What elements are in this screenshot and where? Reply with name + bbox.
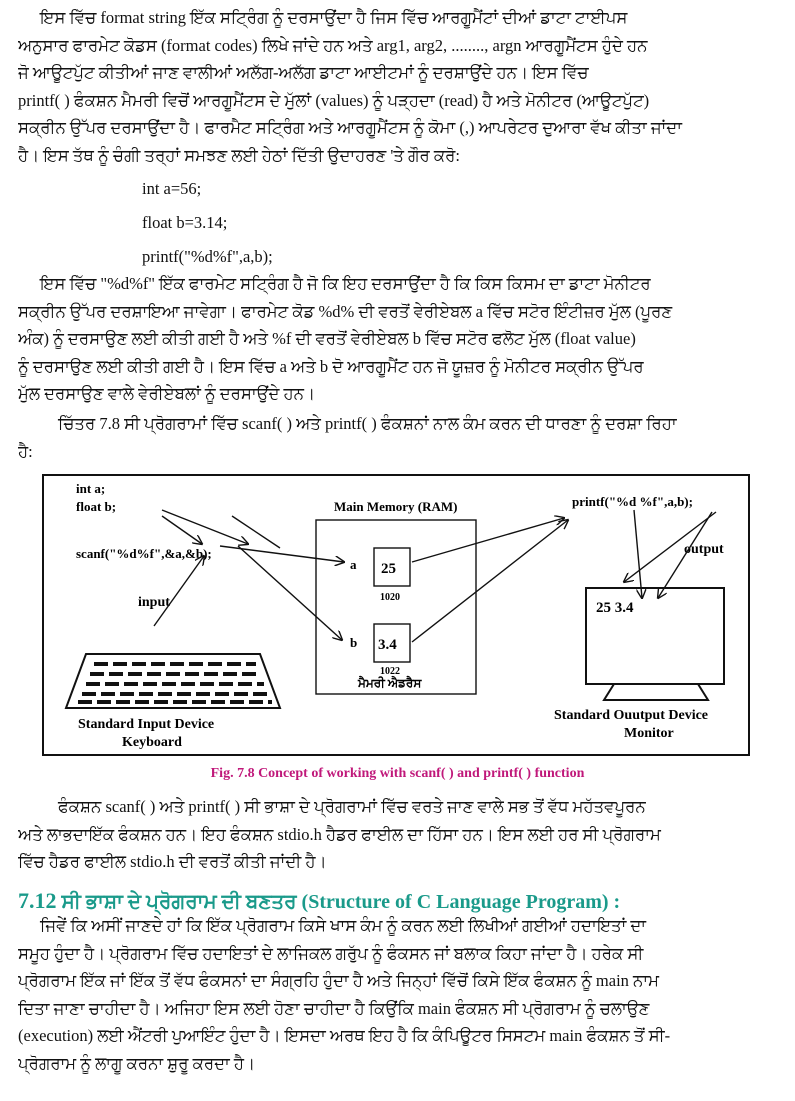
text-line: ਵਿੱਚ ਹੈਡਰ ਫਾਈਲ stdio.h ਦੀ ਵਰਤੋਂ ਕੀਤੀ ਜਾਂਦੀ ਹੈ। (18, 852, 327, 871)
text-line: ਅਨੁਸਾਰ ਫਾਰਮੇਟ ਕੋਡਸ (format codes) ਲਿਖੇ ਜਾਂਦੇ ਹਨ ਅਤੇ arg1, arg2, ........, argn ਆਰਗੂਮੈਂਟਸ ਹੁੰਦੇ ਹਨ (18, 35, 648, 55)
variable-a-label: a (350, 557, 357, 572)
text-line: ਫੰਕਸ਼ਨ scanf( ) ਅਤੇ printf( ) ਸੀ ਭਾਸ਼ਾ ਦੇ ਪ੍ਰੋਗਰਾਮਾਂ ਵਿੱਚ ਵਰਤੇ ਜਾਣ ਵਾਲੇ ਸਭ ਤੋਂ ਵੱਧ ਮਹੱਤਵਪੂਰਨ (58, 797, 646, 816)
section-title: ਸੀ ਭਾਸ਼ਾ ਦੇ ਪ੍ਰੋਗਰਾਮ ਦੀ ਬਣਤਰ (Structure of C Language Program) : (61, 891, 621, 913)
arrow-b-to-printf (412, 520, 568, 642)
text-line: ਹੈ। ਇਸ ਤੱਥ ਨੂੰ ਚੰਗੀ ਤਰ੍ਹਾਂ ਸਮਝਣ ਲਈ ਹੇਠਾਂ ਦਿੱਤੀ ਉਦਾਹਰਣ 'ਤੇ ਗੌਰ ਕਰੋ: (18, 145, 460, 165)
declaration-float: float b; (76, 499, 117, 514)
text-line: ਪ੍ਰੋਗਰਾਮ ਇੱਕ ਜਾਂ ਇੱਕ ਤੋਂ ਵੱਧ ਫੰਕਸਨਾਂ ਦਾ ਸੰਗ੍ਰਹਿ ਹੁੰਦਾ ਹੈ ਅਤੇ ਜਿਨ੍ਹਾਂ ਵਿੱਚੋਂ ਕਿਸੇ ਇੱਕ ਫੰਕਸ਼ਨ ਨੂੰ main ਨਾਮ (18, 971, 659, 990)
variable-b-label: b (350, 635, 358, 650)
code-example (142, 172, 273, 274)
code-line: float b=3.14; (142, 213, 228, 232)
text-line: ਜੋ ਆਊਟਪੁੱਟ ਕੀਤੀਆਂ ਜਾਣ ਵਾਲੀਆਂ ਅਲੱਗ-ਅਲੱਗ ਡਾਟਾ ਆਈਟਮਾਂ ਨੂੰ ਦਰਸ਼ਾਉਂਦੇ ਹਨ। ਇਸ ਵਿੱਚ (18, 63, 589, 82)
text-line: ਚਿੱਤਰ 7.8 ਸੀ ਪ੍ਰੋਗਰਾਮਾਂ ਵਿੱਚ scanf( ) ਅਤੇ printf( ) ਫੰਕਸ਼ਨਾਂ ਨਾਲ ਕੰਮ ਕਰਨ ਦੀ ਧਾਰਣਾ ਨੂੰ ਦਰਸ਼ਾ ਰਿਹਾ (58, 414, 677, 433)
figure-caption: Fig. 7.8 Concept of working with scanf( ) and printf( ) function (210, 766, 585, 781)
text-line: ਜਿਵੇਂ ਕਿ ਅਸੀਂ ਜਾਣਦੇ ਹਾਂ ਕਿ ਇੱਕ ਪ੍ਰੋਗਰਾਮ ਕਿਸੇ ਖਾਸ ਕੰਮ ਨੂੰ ਕਰਨ ਲਈ ਲਿਖੀਆਂ ਗਈਆਂ ਹਦਾਇਤਾਂ ਦਾ (40, 916, 647, 935)
arrow-decl-to-scanf (232, 516, 280, 548)
arrow-printf-to-screen-a (634, 510, 642, 598)
paragraph-format-string (18, 4, 780, 169)
text-line: ਹੈ: (18, 441, 33, 461)
code-line: int a=56; (142, 179, 202, 198)
flow-arrows (154, 510, 716, 642)
figure-diagram (44, 476, 748, 754)
input-device-label: Standard Input Device (78, 717, 215, 732)
memory-value-b: 3.4 (378, 637, 397, 653)
paragraph-figure-intro (18, 410, 780, 465)
text-line: ਇਸ ਵਿੱਚ "%d%f" ਇੱਕ ਫਾਰਮੇਟ ਸਟ੍ਰਿੰਗ ਹੈ ਜੋ ਕਿ ਇਹ ਦਰਸਾਉਂਦਾ ਹੈ ਕਿ ਕਿਸ ਕਿਸਮ ਦਾ ਡਾਟਾ ਮੋਨੀਟਰ (40, 274, 651, 293)
paragraph-format-explained (18, 270, 780, 408)
screen-output-text: 25 3.4 (596, 600, 634, 616)
figure-scanf-printf (42, 474, 750, 756)
memory-address-a: 1020 (380, 592, 400, 603)
text-line: (execution) ਲਈ ਐਂਟਰੀ ਪੁਆਇੰਟ ਹੁੰਦਾ ਹੈ। ਇਸਦਾ ਅਰਥ ਇਹ ਹੈ ਕਿ ਕੰਪਿਊਟਰ ਸਿਸਟਮ main ਫੰਕਸ਼ਨ ਤੋਂ ਸੀ- (18, 1026, 671, 1045)
text-line: ਅਤੇ ਲਾਭਦਾਇੱਕ ਫੰਕਸ਼ਨ ਹਨ। ਇਹ ਫੰਕਸ਼ਨ stdio.h ਹੈਡਰ ਫਾਈਲ ਦਾ ਹਿੱਸਾ ਹਨ। ਇਸ ਲਈ ਹਰ ਸੀ ਪ੍ਰੋਗਰਾਮ (18, 824, 661, 844)
paragraph-stdio (18, 793, 780, 876)
keyboard-label: Keyboard (122, 735, 182, 750)
arrow-keyboard-to-scanf (154, 556, 204, 626)
output-device-label: Standard Ouutput Device (554, 708, 709, 723)
arrow-a-to-printf (412, 518, 564, 562)
arrow-scanf-to-a (220, 546, 344, 562)
section-number: 7.12 (18, 888, 57, 913)
memory-value-a: 25 (381, 561, 396, 577)
memory-address-b: 1022 (380, 666, 400, 677)
code-line: printf("%d%f",a,b); (142, 247, 273, 266)
arrow-decl-a (162, 516, 202, 544)
text-line: ਸਮੂਹ ਹੁੰਦਾ ਹੈ। ਪ੍ਰੋਗਰਾਮ ਵਿੱਚ ਹਦਾਇਤਾਂ ਦੇ ਲਾਜਿਕਲ ਗਰੁੱਪ ਨੂੰ ਫੰਕਸਨ ਜਾਂ ਬਲਾਕ ਕਿਹਾ ਜਾਂਦਾ ਹੈ। ਹਰੇਕ ਸੀ (18, 943, 644, 963)
text-line: ਦਿਤਾ ਜਾਣਾ ਚਾਹੀਦਾ ਹੈ। ਅਜਿਹਾ ਇਸ ਲਈ ਹੋਣਾ ਚਾਹੀਦਾ ਹੈ ਕਿਉਂਕਿ main ਫੰਕਸ਼ਨ ਸੀ ਪ੍ਰੋਗਰਾਮ ਨੂੰ ਚਲਾਉਣ (18, 998, 650, 1018)
text-line: ਅੰਕ) ਨੂੰ ਦਰਸਾਉਣ ਲਈ ਕੀਤੀ ਗਈ ਹੈ ਅਤੇ %f ਦੀ ਵਰਤੋਂ ਵੇਰੀਏਬਲ b ਵਿੱਚ ਸਟੋਰ ਫਲੋਟ ਮੁੱਲ (float value) (18, 329, 636, 348)
keyboard-icon (66, 654, 280, 708)
input-label: input (138, 595, 170, 610)
declaration-int: int a; (76, 481, 106, 496)
memory-address-label: ਮੈਮਰੀ ਐਡਰੈਸ (358, 676, 422, 690)
section-heading (18, 888, 620, 914)
text-line: ਇਸ ਵਿੱਚ format string ਇੱਕ ਸਟ੍ਰਿੰਗ ਨੂੰ ਦਰਸਾਉਂਦਾ ਹੈ ਜਿਸ ਵਿੱਚ ਆਰਗੂਮੈਂਟਾਂ ਦੀਆਂ ਡਾਟਾ ਟਾਈਪਸ (40, 8, 628, 27)
text-line: ਨੂੰ ਦਰਸਾਉਣ ਲਈ ਕੀਤੀ ਗਈ ਹੈ। ਇਸ ਵਿੱਚ a ਅਤੇ b ਦੋ ਆਰਗੂਮੈਂਟ ਹਨ ਜੋ ਯੂਜ਼ਰ ਨੂੰ ਮੋਨੀਟਰ ਸਕ੍ਰੀਨ ਉੱਪਰ (18, 356, 644, 376)
scanf-statement: scanf("%d%f",&a,&b); (76, 546, 212, 561)
text-line: ਮੁੱਲ ਦਰਸਾਉਣ ਵਾਲੇ ਵੇਰੀਏਬਲਾਂ ਨੂੰ ਦਰਸਾਉਂਦੇ ਹਨ। (18, 384, 316, 403)
text-line: ਪ੍ਰੋਗਰਾਮ ਨੂੰ ਲਾਗੂ ਕਰਨਾ ਸ਼ੁਰੂ ਕਰਦਾ ਹੈ। (18, 1053, 256, 1073)
text-line: ਸਕ੍ਰੀਨ ਉੱਪਰ ਦਰਸ਼ਾਇਆ ਜਾਵੇਗਾ। ਫਾਰਮੇਟ ਕੋਡ %d% ਦੀ ਵਰਤੋਂ ਵੇਰੀਏਬਲ a ਵਿੱਚ ਸਟੋਰ ਇੰਟੀਜ਼ਰ ਮੁੱਲ (ਪੂਰਣ (18, 301, 673, 321)
output-label: output (684, 542, 724, 557)
printf-statement: printf("%d %f",a,b); (572, 494, 693, 509)
paragraph-structure (18, 912, 780, 1077)
monitor-label: Monitor (624, 726, 674, 741)
text-line: ਸਕ੍ਰੀਨ ਉੱਪਰ ਦਰਸਾਉਂਦਾ ਹੈ। ਫਾਰਮੈਟ ਸਟ੍ਰਿੰਗ ਅਤੇ ਆਰਗੂਮੈਂਟਸ ਨੂੰ ਕੋਮਾ (,) ਆਪਰੇਟਰ ਦੁਆਰਾ ਵੱਖ ਕੀਤਾ ਜਾਂਦਾ (18, 118, 682, 137)
arrow-decl-b (162, 510, 248, 544)
memory-title: Main Memory (RAM) (334, 499, 458, 514)
text-line: printf( ) ਫੰਕਸ਼ਨ ਮੈਮਰੀ ਵਿਚੋਂ ਆਰਗੂਮੈਂਟਸ ਦੇ ਮੁੱਲਾਂ (values) ਨੂੰ ਪੜ੍ਹਦਾ (read) ਹੈ ਅਤੇ ਮੋਨੀਟਰ (ਆਊਟਪੁੱਟ) (18, 90, 650, 110)
